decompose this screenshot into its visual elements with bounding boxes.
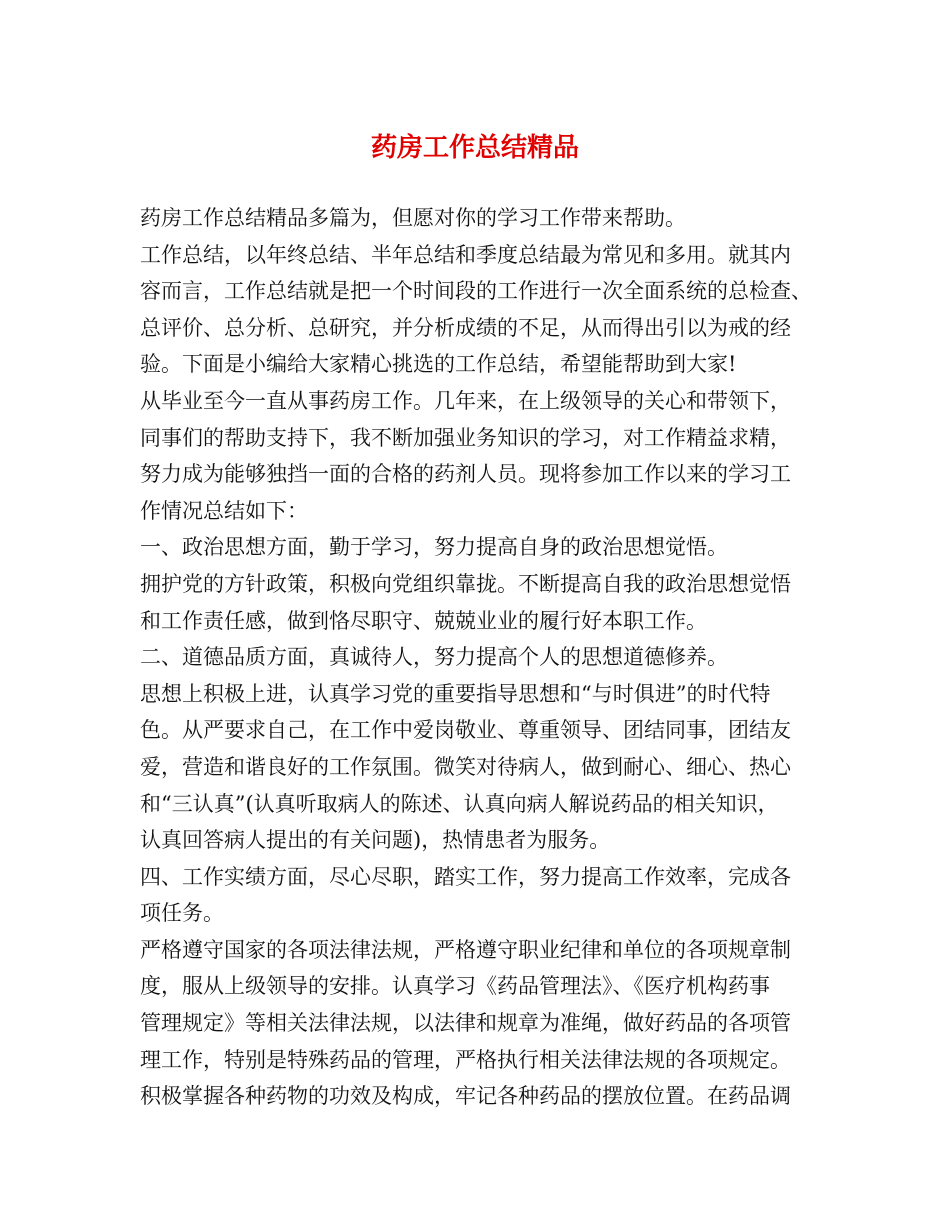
body-line: 药房工作总结精品多篇为，但愿对你的学习工作带来帮助。 [140, 206, 686, 230]
document-title: 药房工作总结精品 [370, 133, 579, 163]
body-line: 容而言，工作总结就是把一个时间段的工作进行一次全面系统的总检查、 [140, 279, 812, 304]
body-line: 工作总结，以年终总结、半年总结和季度总结最为常见和多用。就其内 [140, 242, 791, 267]
body-line: 从毕业至今一直从事药房工作。几年来，在上级领导的关心和带领下， [140, 388, 791, 413]
body-line: 爱，营造和谐良好的工作氛围。微笑对待病人，做到耐心、细心、热心 [140, 754, 791, 779]
body-line: 色。从严要求自己，在工作中爱岗敬业、尊重领导、团结同事，团结友 [140, 718, 791, 743]
body-line: 理工作，特别是特殊药品的管理，严格执行相关法律法规的各项规定。 [140, 1047, 791, 1072]
body-line: 努力成为能够独挡一面的合格的药剂人员。现将参加工作以来的学习工 [140, 462, 791, 487]
section-heading: 项任务。 [140, 901, 224, 926]
body-line: 度，服从上级领导的安排。认真学习《药品管理法》、《医疗机构药事 [140, 974, 770, 999]
document-body [140, 200, 830, 1115]
body-line: 验。下面是小编给大家精心挑选的工作总结，希望能帮助到大家! [140, 352, 737, 377]
body-line: 总评价、总分析、总研究，并分析成绩的不足，从而得出引以为戒的经 [140, 315, 791, 340]
section-heading: 四、工作实绩方面，尽心尽职，踏实工作，努力提高工作效率，完成各 [140, 864, 791, 889]
body-line: 思想上积极上进，认真学习党的重要指导思想和“与时俱进”的时代特 [140, 681, 771, 706]
body-line: 作情况总结如下： [140, 498, 308, 523]
body-line: 拥护党的方针政策，积极向党组织靠拢。不断提高自我的政治思想觉悟 [140, 571, 791, 596]
body-line: 积极掌握各种药物的功效及构成，牢记各种药品的摆放位置。在药品调 [140, 1084, 791, 1109]
body-line: 认真回答病人提出的有关问题)，热情患者为服务。 [140, 828, 611, 853]
section-heading: 一、政治思想方面，勤于学习，努力提高自身的政治思想觉悟。 [140, 535, 728, 560]
body-line: 管理规定》等相关法律法规，以法律和规章为准绳，做好药品的各项管 [140, 1011, 791, 1036]
body-line: 和“三认真”(认真听取病人的陈述、认真向病人解说药品的相关知识， [140, 791, 779, 816]
section-heading: 二、道德品质方面，真诚待人，努力提高个人的思想道德修养。 [140, 645, 728, 670]
body-line: 严格遵守国家的各项法律法规，严格遵守职业纪律和单位的各项规章制 [140, 937, 791, 962]
body-line: 和工作责任感，做到恪尽职守、兢兢业业的履行好本职工作。 [140, 608, 707, 633]
body-line: 同事们的帮助支持下，我不断加强业务知识的学习，对工作精益求精， [140, 425, 791, 450]
